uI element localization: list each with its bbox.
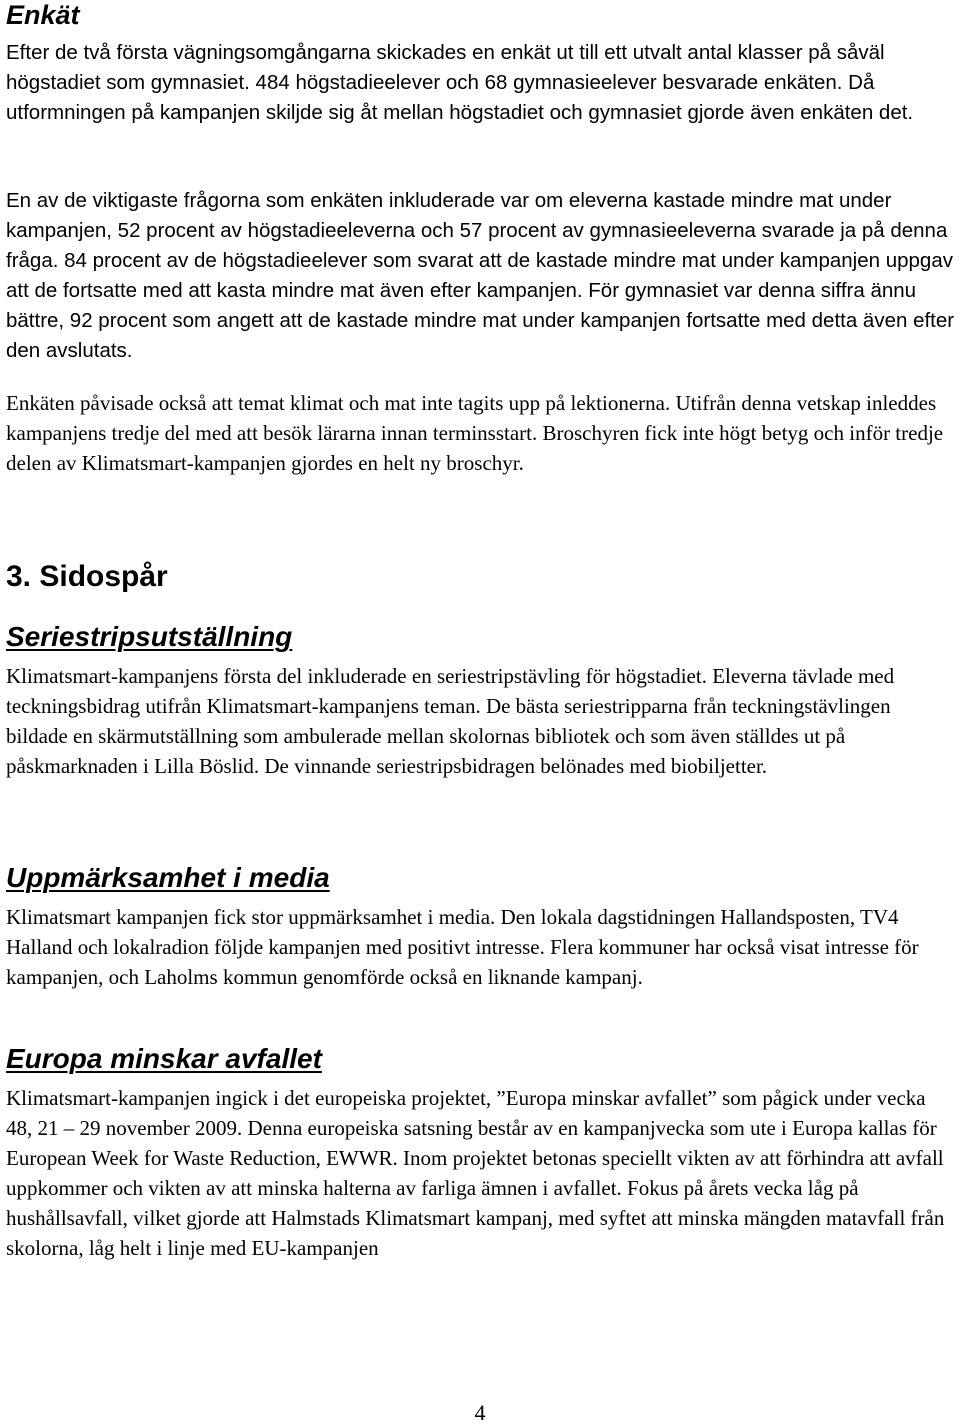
paragraph-enkat-intro: Efter de två första vägningsomgångarna skickades en enkät ut till ett utvalt antal klasser på såväl högstadiet som gymnasiet. 484 högstadieelever och 68 gymnasieelever besvarade enkäten. Då utformningen på kampanjen skiljde sig åt mellan högstadiet och gymnasiet gjorde även enkäten det. — [6, 41, 914, 124]
paragraph-enkat-conclusion: Enkäten påvisade också att temat klimat och mat inte tagits upp på lektionerna. Utifrån denna vetskap inleddes kampanjens tredje del med att besök lärarna innan terminsstart. Broschyren fick inte högt betyg och inför tredje delen av Klimatsmart-kampanjen gjordes en helt ny broschyr. — [6, 391, 944, 475]
paragraph-seriestrip: Klimatsmart-kampanjens första del inkluderade en seriestripstävling för högstadiet. Eleverna tävlade med teckningsbidrag utifrån Klimatsmart-kampanjens teman. De bästa seriestripparna från teckningstävlingen bildade en skärmutställning som ambulerade mellan skolornas bibliotek och som även ställdes ut på påskmarknaden i Lilla Böslid. De vinnande seriestripsbidragen belönades med biobiljetter. — [6, 664, 895, 778]
heading-seriestrip: Seriestripsutställning — [6, 621, 293, 652]
heading-enkat: Enkät — [6, 0, 80, 30]
page-number: 4 — [474, 1400, 486, 1425]
paragraph-enkat-results: En av de viktigaste frågorna som enkäten inkluderade var om eleverna kastade mindre mat under kampanjen, 52 procent av högstadieeleverna och 57 procent av gymnasieeleverna svarade ja på denna fråga. 84 procent av de högstadieelever som svarat att de kastade mindre mat under kampanjen uppgav att de fortsatte med att kasta mindre mat även efter kampanjen. För gymnasiet var denna siffra ännu bättre, 92 procent som angett att de kastade mindre mat under kampanjen fortsatte med detta även efter den avslutats. — [6, 189, 955, 362]
heading-sidospar: 3. Sidospår — [6, 560, 168, 593]
heading-europa: Europa minskar avfallet — [6, 1043, 322, 1074]
paragraph-europa: Klimatsmart-kampanjen ingick i det europeiska projektet, ”Europa minskar avfallet” som pågick under vecka 48, 21 – 29 november 2009. Denna europeiska satsning består av en kampanjvecka som ute i Europa kallas för European Week for Waste Reduction, EWWR. Inom projektet betonas speciellt vikten av att förhindra att avfall uppkommer och vikten av att minska halterna av farliga ämnen i avfallet. Fokus på årets vecka låg på hushållsavfall, vilket gjorde att Halmstads Klimatsmart kampanj, med syftet att minska mängden matavfall från skolorna, låg helt i linje med EU-kampanjen — [6, 1086, 945, 1260]
paragraph-media: Klimatsmart kampanjen fick stor uppmärksamhet i media. Den lokala dagstidningen Hallandsposten, TV4 Halland och lokalradion följde kampanjen med positivt intresse. Flera kommuner har också visat intresse för kampanjen, och Laholms kommun genomförde också en liknande kampanj. — [6, 905, 919, 989]
heading-media: Uppmärksamhet i media — [6, 862, 330, 893]
